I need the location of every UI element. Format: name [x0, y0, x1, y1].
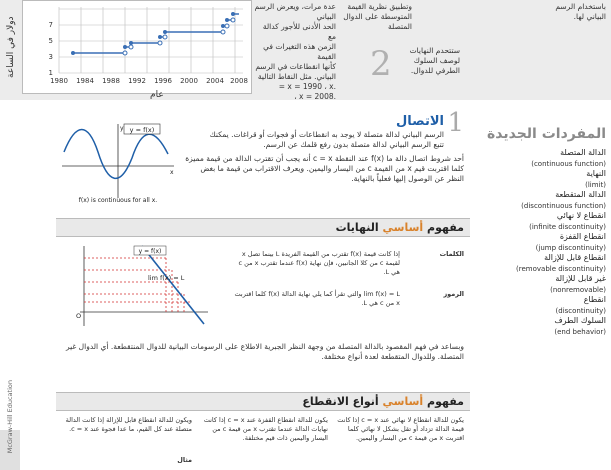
step-graph	[22, 0, 252, 94]
concept-header-discontinuity	[56, 392, 470, 411]
vocab-en: (removable discontinuity)	[516, 264, 606, 273]
vocab-item	[476, 274, 606, 295]
vocab-ar: النهاية	[586, 169, 606, 178]
top-text-col3	[510, 2, 606, 22]
xtick: 1988	[102, 77, 120, 85]
vocab-en: (infinite discontinuity)	[529, 222, 606, 231]
text-line: البياني. مثل النقاط التالية	[257, 72, 336, 81]
discontinuity-removable: ويكون للدالة انقطاع قابل للإزالة إذا كانت الدالة متصلة عند كل القيم، ما عدا فجوة عند c = x.	[65, 416, 192, 433]
objective-number: 2	[370, 44, 392, 84]
vocab-ar: الدالة المتصلة	[560, 148, 606, 157]
vocab-item	[476, 211, 606, 232]
text-line: عدة مرات، ويعرض الرسم البياني	[254, 2, 336, 21]
xtick: 2004	[206, 77, 224, 85]
symbols-label: الرموز	[443, 290, 464, 298]
intro-text: الرسم البياني لدالة متصلة لا يوجد به انقطاعات أو فجوات أو قراغات. يمكنك تتبع الرسم البياني لدالة متصلة بدون رفع قلمك عن الرسم.	[209, 130, 444, 149]
para2: أحد شروط اتصال دالة ما f(x) عند النقطة c = x أنه يجب أن تقترب الدالة من قيمة مميزة كلما اقتربت قيم x من القيمة c من اليسار واليمين. ويعرف الاقتراب من قيمة ما بغض النظر عن الوصول إليها فعلياً بالنهاية.	[185, 154, 464, 183]
discontinuity-infinite: يكون للدالة انقطاع لا نهائي عند c = x إذا كانت قيمة الدالة تزداد أو تقل بشكل لا نهائي كلما اقتربت x من قيمة c من اليسار واليمين.	[337, 416, 464, 442]
ytick: 5	[48, 37, 53, 45]
vocab-item	[476, 316, 606, 337]
main-content	[56, 104, 470, 470]
concept-title	[336, 221, 464, 234]
text-line: باستخدام الرسم	[555, 2, 606, 11]
concept-key: أساسي	[382, 221, 424, 234]
vocab-en: (discontinuity)	[555, 306, 606, 315]
concept-prefix: مفهوم	[427, 221, 464, 234]
limit-graph-label: y = f(x)	[138, 248, 162, 255]
section-number: 1	[447, 108, 464, 138]
graph-ylabel: دولار في الساعة	[6, 16, 16, 78]
origin-label: O	[76, 312, 82, 320]
concept-name: النهايات	[335, 221, 379, 234]
text-line: المتوسطة على الدوال	[343, 12, 412, 21]
concept-prefix: مفهوم	[427, 395, 464, 408]
publisher-credit: McGraw-Hill Education	[6, 380, 14, 454]
xtick: 1996	[154, 77, 172, 85]
concept-name: أنواع الانقطاع	[302, 395, 379, 408]
xtick: 1980	[50, 77, 68, 85]
concept-key: أساسي	[382, 395, 424, 408]
vocab-item	[476, 232, 606, 253]
xtick: 1992	[128, 77, 146, 85]
vocab-ar: الدالة المتقطعة	[555, 190, 606, 199]
vocab-ar: انقطاع لا نهائي	[556, 211, 606, 220]
graph-label: y = f(x)	[129, 126, 155, 134]
step-graph-svg	[23, 1, 251, 93]
vocab-en: (discontinuous function)	[521, 201, 606, 210]
vocab-item	[476, 169, 606, 190]
text-line: الزمن هذه التغيرات في القيمة	[263, 42, 336, 61]
vocab-en: (jump discontinuity)	[535, 243, 606, 252]
vocab-item	[476, 190, 606, 211]
vocab-en: (limit)	[585, 180, 606, 189]
text-line: البياني لها.	[573, 12, 606, 21]
text-line: الحد الأدنى للأجور كدالة مع	[262, 22, 336, 41]
x-axis-letter: x	[170, 169, 174, 176]
ytick: 7	[48, 21, 53, 29]
words-label: الكلمات	[439, 250, 464, 258]
text-line: .x = 1990 ، x =	[278, 82, 336, 91]
xtick: 2000	[180, 77, 198, 85]
vocab-ar: انقطاع	[583, 295, 606, 304]
graph-xlabel: عام	[150, 90, 164, 100]
xtick: 1984	[76, 77, 94, 85]
concept-title	[302, 395, 464, 408]
limit-graph	[62, 242, 212, 332]
top-text-col1	[254, 2, 336, 102]
vocab-en: (end behavior)	[554, 327, 606, 336]
vocab-ar: السلوك الطرف	[554, 316, 606, 325]
xtick: 2008	[230, 77, 248, 85]
ytick: 1	[48, 69, 53, 77]
text-line: ستتحدم النهايات	[409, 46, 460, 55]
top-text-col2b	[396, 46, 460, 76]
y-axis-letter: y	[120, 125, 124, 132]
graph-caption: f(x) is continuous for all x.	[78, 197, 158, 204]
vocab-ar: انقطاع القفزة	[559, 232, 606, 241]
ytick: 3	[48, 53, 53, 61]
vocab-item	[476, 148, 606, 169]
para3: وبساعد في فهم المقصود بالدالة المتصلة من وجهة النظر الجبرية الاطلاع على الرسومات البيانية للدوال المنتقطعة. أي الدوال غير المتصلة. وللدوال المتقطعة لعدة أنواع مختلفة.	[65, 342, 464, 361]
text-line: وتطبيق نظرية القيمة	[347, 2, 412, 11]
vocab-sidebar	[476, 126, 606, 337]
concept-header-limits	[56, 218, 470, 237]
vocab-en: (continuous function)	[531, 159, 606, 168]
vocab-item	[476, 295, 606, 316]
vocab-ar: غير قابل للإزالة	[555, 274, 606, 283]
lim-expr: lim f(x) = L	[148, 274, 185, 282]
continuous-graph	[58, 118, 178, 206]
vocab-en: (nonremovable)	[550, 285, 606, 294]
text-line: لوصف السلوك	[413, 56, 460, 65]
example-label: مثال	[177, 456, 192, 464]
vocab-ar: انقطاع قابل للإزالة	[544, 253, 606, 262]
text-line: المتصلة	[388, 22, 412, 31]
discontinuity-jump: يكون للدالة انقطاع القفزة عند c = x إذا كانت نهايات الدالة عندما تقترب x من قيمة c من اليسار واليمين ذات قيم مختلفة.	[203, 416, 328, 442]
top-text-col2	[340, 2, 412, 32]
vocab-item	[476, 253, 606, 274]
words-text: إذا كانت قيمة f(x) تقترب من القيمة الفريدة L بينما تصل x لقيمة c من كلا الجانبين، فإن نهاية f(x) عندما تقترب x من c هي L.	[238, 250, 400, 276]
section-title: الاتصال	[396, 114, 444, 129]
text-line: كأنها انقطاعات في الرسم	[255, 62, 336, 71]
symbols-text: lim f(x) = L والتي تقرأ كما يلي نهاية الدالة f(x) كلما اقتربت x من c هي L.	[234, 290, 400, 307]
text-line: الطرفي للدوال.	[410, 66, 460, 75]
sidebar-title: المفردات الجديدة	[487, 126, 606, 142]
text-line: .x = 2008 ،	[294, 92, 336, 101]
